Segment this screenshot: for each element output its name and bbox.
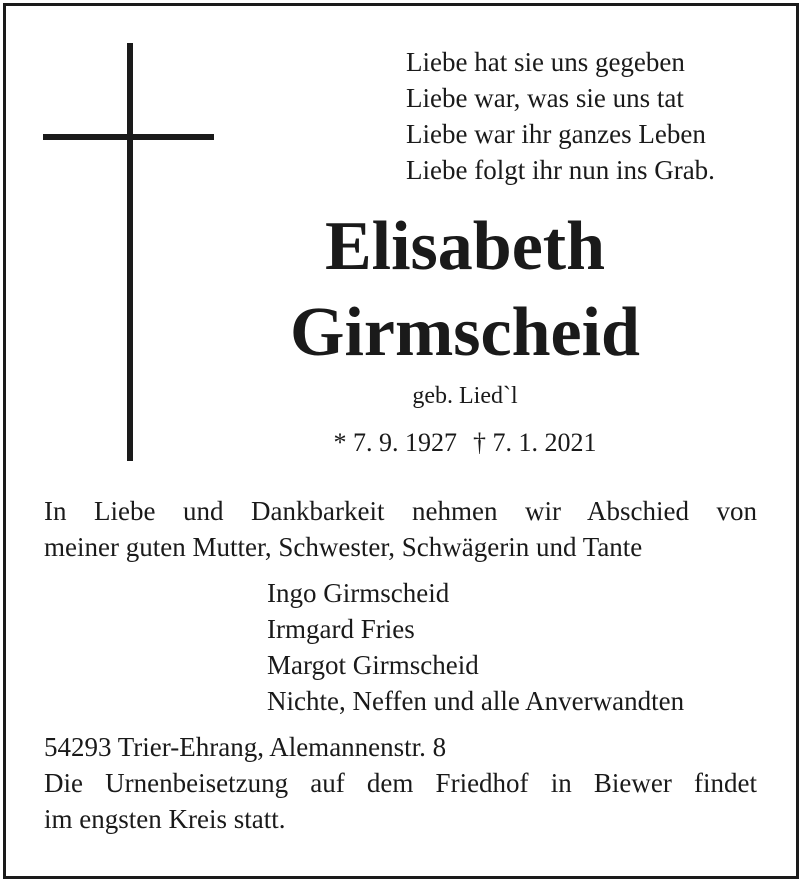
address: 54293 Trier-Ehrang, Alemannenstr. 8 <box>44 732 447 762</box>
poem-line: Liebe war ihr ganzes Leben <box>406 119 706 149</box>
farewell-line: meiner guten Mutter, Schwester, Schwägerin und Tante <box>44 532 643 562</box>
burial-notice-line: Die Urnenbeisetzung auf dem Friedhof in Biewer findet <box>44 768 757 798</box>
farewell-line: In Liebe und Dankbarkeit nehmen wir Abschied von <box>44 496 757 526</box>
poem-line: Liebe folgt ihr nun ins Grab. <box>406 155 715 185</box>
poem-line: Liebe war, was sie uns tat <box>406 83 684 113</box>
footer <box>44 729 757 837</box>
deceased-last-name: Girmscheid <box>290 294 640 371</box>
cross-horizontal-bar <box>43 134 214 140</box>
mourner-name: Margot Girmscheid <box>267 650 479 680</box>
life-dates <box>200 426 730 460</box>
burial-notice-line: im engsten Kreis statt. <box>44 804 286 834</box>
poem-line: Liebe hat sie uns gegeben <box>406 47 685 77</box>
cross-vertical-bar <box>127 43 133 461</box>
poem <box>406 44 715 188</box>
farewell-text <box>44 493 757 565</box>
birth-date: * 7. 9. 1927 <box>333 428 457 457</box>
deceased-first-name: Elisabeth <box>324 208 606 285</box>
mourner-name: Nichte, Neffen und alle Anverwandten <box>267 686 685 716</box>
death-date: † 7. 1. 2021 <box>473 428 597 457</box>
mourner-name: Irmgard Fries <box>267 614 415 644</box>
mourner-name: Ingo Girmscheid <box>267 578 450 608</box>
maiden-name: geb. Lied`l <box>412 383 518 409</box>
mourners-list <box>267 575 684 719</box>
